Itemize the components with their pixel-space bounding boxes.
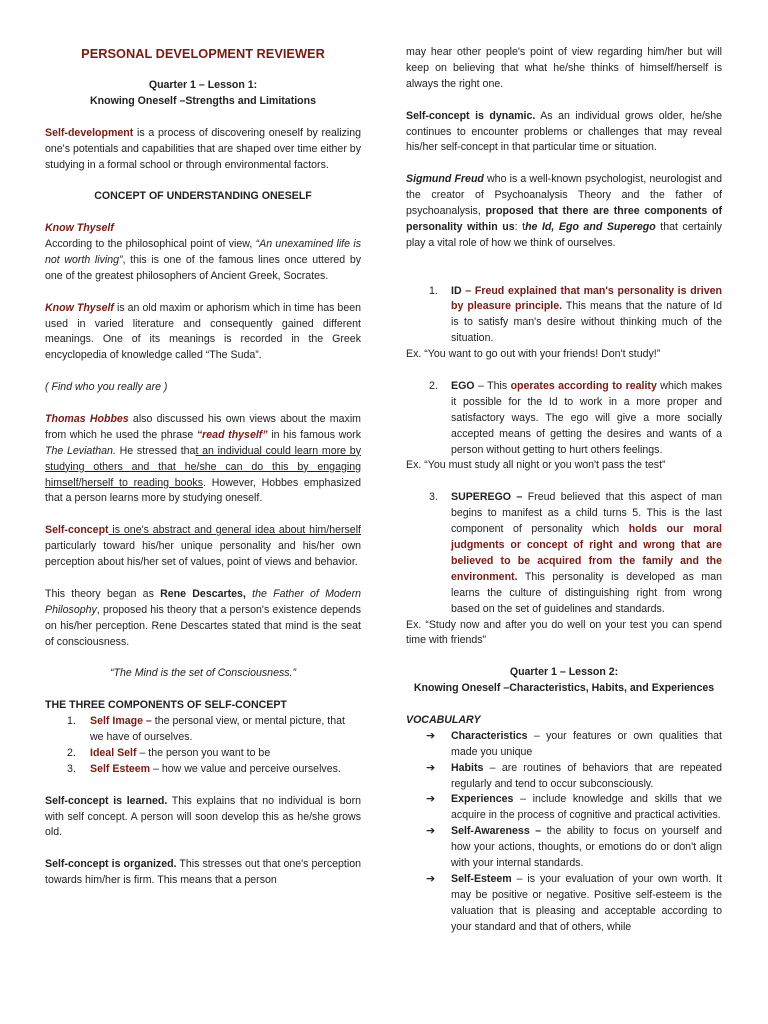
self-concept-paragraph: Self-concept is one's abstract and general idea about him/herself particularly toward his/her unique personality and his/her own perception about his/her set of values, point of views and behavior. [45, 524, 361, 569]
concept-heading: CONCEPT OF UNDERSTANDING ONESELF [94, 190, 312, 203]
three-components-heading: THE THREE COMPONENTS OF SELF-CONCEPT [45, 699, 287, 712]
know-thyself-heading: Know Thyself [45, 222, 114, 235]
know-thyself-paragraph-2: Know Thyself is an old maxim or aphorism which in time has been used in varied literature and consequently gained different meanings. One of its meanings is recorded in the Greek encyclopedia of knowledge called “The Suda”. [45, 301, 361, 362]
vocabulary-list [406, 729, 722, 936]
three-components-list [45, 714, 361, 778]
list-item: ➔ Self-Awareness – the ability to focus on yourself and how your actions, thoughts, or emotions do or don't align with your internal standards. [426, 825, 723, 870]
right-column [406, 45, 722, 936]
self-development-term: Self-development [45, 126, 134, 139]
superego-example: Ex. “Study now and after you do well on your test you can spend time with friends” [406, 618, 722, 647]
ego-item: 2. EGO – This operates according to reality which makes it possible for the Id to work in a more proper and satisfactory ways. The ego will give a more socially accepted means of getting the desires and wants of a person without getting to hurt others feelings. [429, 379, 723, 456]
list-item: ➔ Characteristics – your features or own qualities that made you unique [426, 729, 722, 758]
id-example: Ex. “You want to go out with your friends! Don't study!” [406, 348, 661, 361]
list-item: ➔ Self-Esteem – is your evaluation of your own worth. It may be positive or negative. Positive self-esteem is the valuation that is pleasing and acceptable according to your standard and that of others, while [426, 873, 722, 933]
dynamic-paragraph: Self-concept is dynamic. As an individual grows older, he/she continues to encounter problems or challenges that may reveal his/her self-concept in that particular time or situation. [406, 109, 723, 154]
document-title: PERSONAL DEVELOPMENT REVIEWER [81, 46, 325, 61]
ego-example: Ex. “You must study all night or you won't pass the test” [406, 459, 666, 472]
lesson2-quarter: Quarter 1 – Lesson 2: [509, 666, 619, 679]
know-thyself-paragraph-1: According to the philosophical point of view, “An unexamined life is not worth living”, this is one of the famous lines once uttered by one of the greatest philosophers of Ancient Greek, Socrates. [45, 238, 362, 282]
organized-paragraph-continued: may hear other people's point of view regarding him/her but will keep on believing that what he/she thinks of himself/herself is always the right one. [406, 46, 722, 90]
descartes-paragraph: This theory began as Rene Descartes, the Father of Modern Philosophy, proposed his theory that a person's existence depends on his/her perception. Rene Descartes stated that mind is the seat of consciousness. [45, 587, 361, 648]
list-item: ➔ Experiences – include knowledge and skills that we acquire in the process of cognitive and practical activities. [426, 793, 722, 822]
self-development-paragraph: Self-development is a process of discovering oneself by realizing one's potentials and capabilities that are shaped over time either by studying in a formal school or through environmental factors. [45, 126, 361, 171]
organized-paragraph: Self-concept is organized. This stresses out that one's perception towards him/her is firm. This means that a person [45, 858, 361, 887]
arrow-icon: ➔ [426, 729, 436, 742]
learned-paragraph: Self-concept is learned. This explains that no individual is born with self concept. A person will soon develop this as he/she grows old. [45, 794, 361, 839]
list-item: ➔ Habits – are routines of behaviors that are repeated regularly and tend to occur subconsciously. [426, 761, 722, 790]
freud-paragraph: Sigmund Freud who is a well-known psychologist, neurologist and the creator of Psychoanalysis Theory and the father of psychoanalysis, proposed that there are three components of personality within us: the Id, Ego and Superego that certainly play a vital role of how we think of ourselves. [406, 173, 722, 249]
hobbes-paragraph: Thomas Hobbes also discussed his own views about the maxim from which he used the phrase “read thyself” in his famous work The Leviathan. He stressed that an individual could learn more by studying others and that he/she can do this by engaging himself/herself to reading books. However, Hobbes emphasized that a person learns more by studying oneself. [45, 412, 362, 505]
id-item: 1. ID – Freud explained that man's personality is driven by pleasure principle. This means that the nature of Id is to satisfy man's desire without thinking much of the situation. [429, 284, 723, 345]
lesson2-subtitle: Knowing Oneself –Characteristics, Habits, and Experiences [413, 682, 715, 695]
list-item: 3. Self Esteem – how we value and perceive ourselves. [67, 762, 341, 775]
arrow-icon: ➔ [426, 761, 436, 774]
list-item: 1. Self Image – the personal view, or mental picture, that we have of ourselves. [67, 715, 345, 743]
left-column [45, 44, 361, 889]
lesson1-subtitle: Knowing Oneself –Strengths and Limitations [89, 94, 317, 107]
arrow-icon: ➔ [426, 793, 436, 806]
arrow-icon: ➔ [426, 825, 436, 838]
mind-quote: “The Mind is the set of Consciousness.” [109, 667, 297, 680]
superego-item: 3. SUPEREGO – Freud believed that this aspect of man begins to manifest as a child turns 5. This is the last component of personality which holds our moral judgments or concept of right and wrong that are believed to be acquired from the family and the environment. This personality is developed as man learns the culture of distinguishing right from wrong based on the set of guidelines and standards. [429, 491, 722, 615]
arrow-icon: ➔ [426, 873, 436, 885]
list-item: 2. Ideal Self – the person you want to be [67, 746, 271, 759]
find-who-note: ( Find who you really are ) [45, 381, 168, 394]
vocabulary-heading: VOCABULARY [406, 713, 481, 726]
lesson1-quarter: Quarter 1 – Lesson 1: [148, 79, 258, 91]
